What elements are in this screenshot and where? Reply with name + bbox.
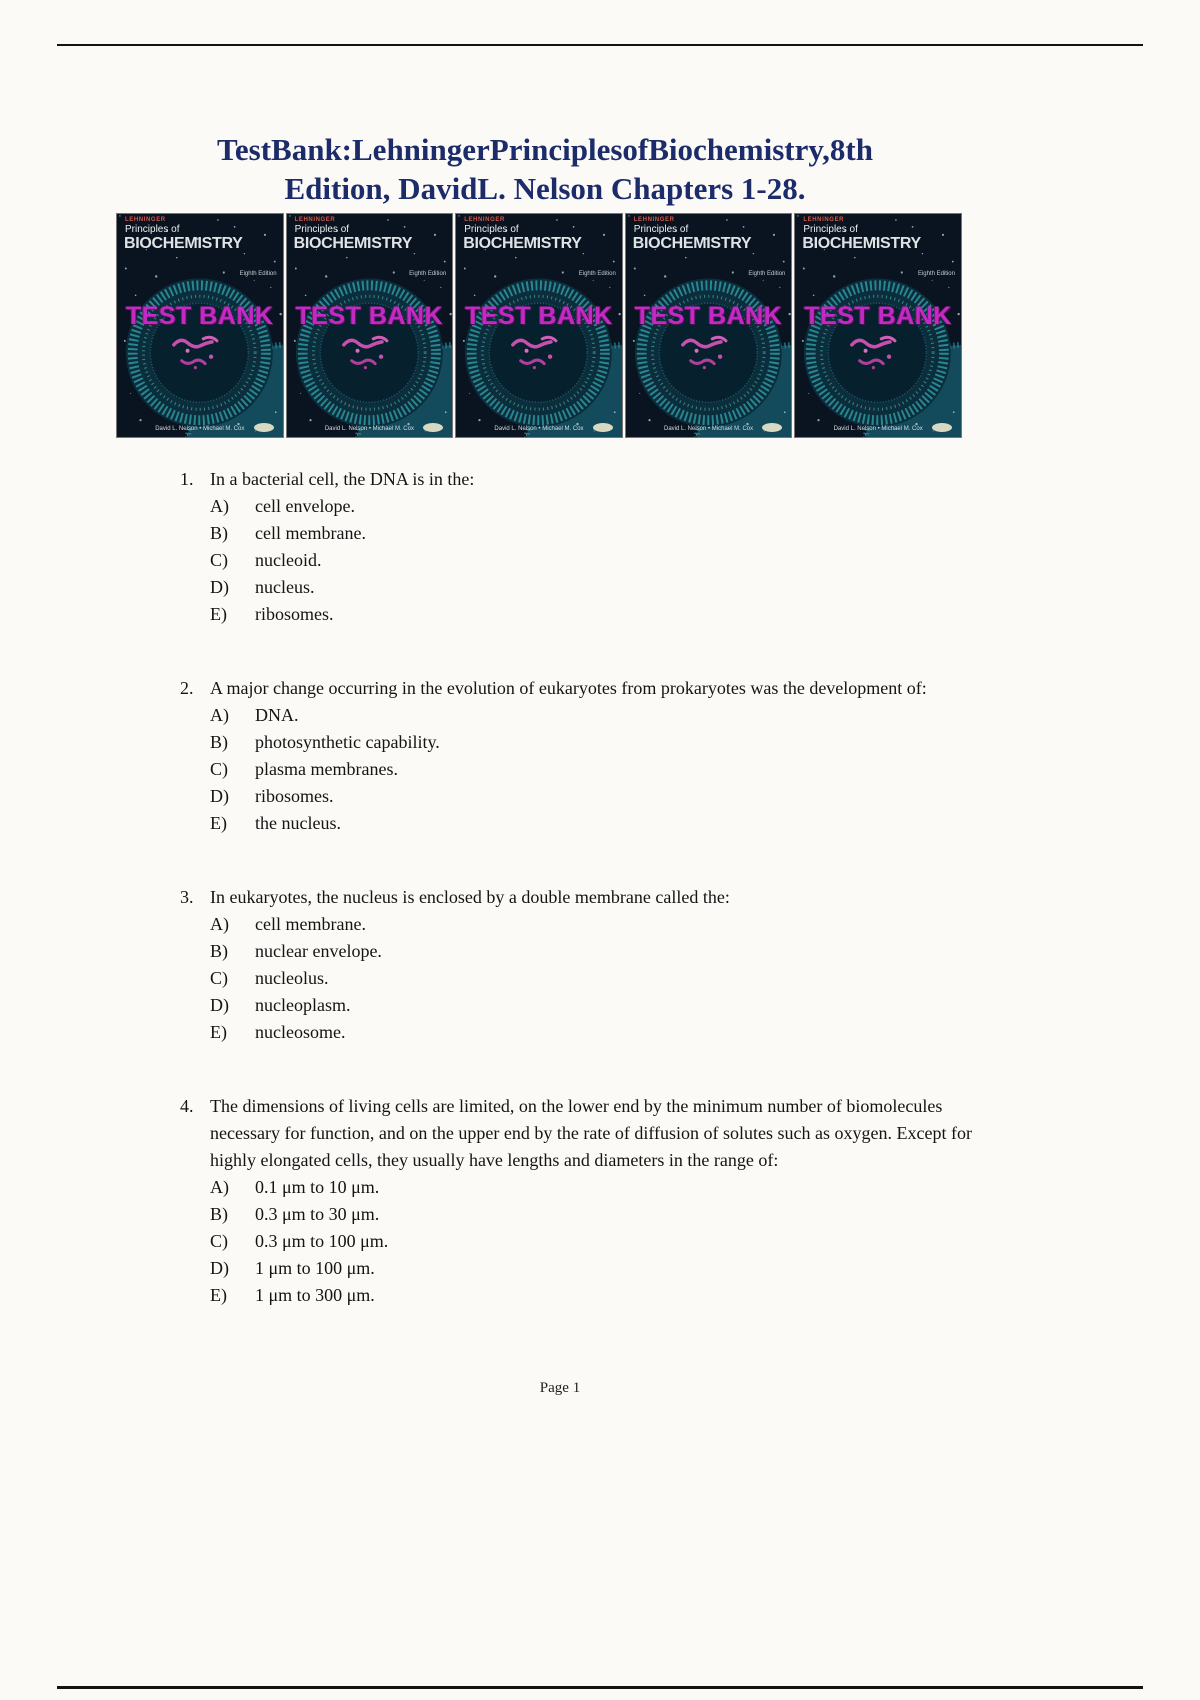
option-letter: A) xyxy=(210,1177,229,1197)
question-number: 1. xyxy=(180,469,194,489)
question-text: The dimensions of living cells are limited, on the lower end by the minimum number of biomolecules necessary for function, and on the upper end by the rate of diffusion of solutes such as oxygen. Except for highly elongated cells, they usually have lengths and diameters in the range of: xyxy=(210,1096,972,1170)
book-cover xyxy=(794,213,962,438)
option-letter: A) xyxy=(210,496,229,516)
cover-book-title: BIOCHEMISTRY xyxy=(632,235,752,252)
book-covers-row xyxy=(116,213,962,438)
option-text: 0.3 μm to 100 μm. xyxy=(255,1231,389,1251)
question-number: 4. xyxy=(180,1096,194,1116)
cover-edition-label: Eighth Edition xyxy=(578,271,616,277)
question xyxy=(180,675,1015,837)
cover-series-label: Principles of xyxy=(803,224,858,235)
answer-option xyxy=(210,965,990,992)
publisher-logo-icon xyxy=(932,423,952,432)
option-letter: C) xyxy=(210,968,228,988)
book-cover xyxy=(625,213,793,438)
answer-option xyxy=(210,1255,990,1282)
test-bank-watermark: TEST BANK xyxy=(465,302,613,330)
answer-option xyxy=(210,574,990,601)
cover-authors: David L. Nelson • Michael M. Cox xyxy=(324,426,414,432)
option-text: 1 μm to 300 μm. xyxy=(255,1285,375,1305)
answer-option xyxy=(210,493,990,520)
cover-book-title: BIOCHEMISTRY xyxy=(802,235,921,252)
answer-option xyxy=(210,1201,990,1228)
answer-option xyxy=(210,1282,990,1309)
question-body xyxy=(210,884,990,1046)
option-text: nucleoid. xyxy=(255,550,322,570)
option-letter: D) xyxy=(210,1258,229,1278)
page-title xyxy=(0,130,1090,208)
answer-option xyxy=(210,938,990,965)
cover-imprint: LEHNINGER xyxy=(633,217,675,223)
option-text: nucleoplasm. xyxy=(255,995,351,1015)
option-text: 0.1 μm to 10 μm. xyxy=(255,1177,380,1197)
option-letter: D) xyxy=(210,995,229,1015)
question xyxy=(180,1093,1015,1309)
cover-imprint: LEHNINGER xyxy=(464,217,505,223)
option-letter: E) xyxy=(210,1285,227,1305)
option-text: ribosomes. xyxy=(255,786,334,806)
option-text: nucleolus. xyxy=(255,968,329,988)
answer-option xyxy=(210,810,990,837)
cover-authors: David L. Nelson • Michael M. Cox xyxy=(833,426,923,432)
option-text: nucleus. xyxy=(255,577,315,597)
option-letter: D) xyxy=(210,577,229,597)
option-text: nuclear envelope. xyxy=(255,941,382,961)
cover-book-title: BIOCHEMISTRY xyxy=(293,235,413,252)
answer-option xyxy=(210,756,990,783)
answer-option xyxy=(210,601,990,628)
option-letter: E) xyxy=(210,1022,227,1042)
page-title-line2: Edition, DavidL. Nelson Chapters 1-28. xyxy=(284,171,806,206)
publisher-logo-icon xyxy=(593,423,613,432)
answer-option xyxy=(210,783,990,810)
page-title-line1: TestBank:LehningerPrinciplesofBiochemistry,8th xyxy=(217,132,873,167)
answer-option xyxy=(210,992,990,1019)
question-text: In a bacterial cell, the DNA is in the: xyxy=(210,469,475,489)
option-letter: B) xyxy=(210,941,228,961)
publisher-logo-icon xyxy=(254,423,274,432)
cover-series-label: Principles of xyxy=(633,224,689,235)
cover-authors: David L. Nelson • Michael M. Cox xyxy=(155,426,245,432)
option-text: ribosomes. xyxy=(255,604,334,624)
option-text: nucleosome. xyxy=(255,1022,346,1042)
option-letter: C) xyxy=(210,1231,228,1251)
question-text: A major change occurring in the evolution of eukaryotes from prokaryotes was the development of: xyxy=(210,678,927,698)
question-body xyxy=(210,1093,990,1309)
answer-option xyxy=(210,702,990,729)
cover-imprint: LEHNINGER xyxy=(294,217,336,223)
option-letter: E) xyxy=(210,813,227,833)
option-letter: B) xyxy=(210,1204,228,1224)
answer-option xyxy=(210,911,990,938)
test-bank-watermark: TEST BANK xyxy=(126,302,274,330)
book-cover xyxy=(116,213,284,438)
option-text: cell membrane. xyxy=(255,523,366,543)
option-text: photosynthetic capability. xyxy=(255,732,440,752)
cover-series-label: Principles of xyxy=(464,224,519,235)
answer-option xyxy=(210,1228,990,1255)
cover-series-label: Principles of xyxy=(294,224,350,235)
page-number-footer: Page 1 xyxy=(539,1380,581,1396)
cover-book-title: BIOCHEMISTRY xyxy=(463,235,582,252)
question xyxy=(180,466,1015,628)
option-letter: A) xyxy=(210,914,229,934)
option-text: DNA. xyxy=(255,705,299,725)
option-letter: B) xyxy=(210,523,228,543)
cover-series-label: Principles of xyxy=(125,224,180,235)
test-bank-watermark: TEST BANK xyxy=(634,302,783,330)
test-bank-watermark: TEST BANK xyxy=(804,302,952,330)
questions-list xyxy=(180,466,1015,1356)
question-body xyxy=(210,466,990,628)
question-text: In eukaryotes, the nucleus is enclosed by a double membrane called the: xyxy=(210,887,730,907)
option-letter: D) xyxy=(210,786,229,806)
question-body xyxy=(210,675,990,837)
cover-imprint: LEHNINGER xyxy=(125,217,166,223)
answer-option xyxy=(210,1019,990,1046)
option-text: plasma membranes. xyxy=(255,759,398,779)
top-rule xyxy=(57,44,1143,46)
test-bank-watermark: TEST BANK xyxy=(295,302,444,330)
option-text: 0.3 μm to 30 μm. xyxy=(255,1204,380,1224)
option-text: the nucleus. xyxy=(255,813,341,833)
book-cover xyxy=(286,213,454,438)
option-text: cell membrane. xyxy=(255,914,366,934)
cover-edition-label: Eighth Edition xyxy=(239,271,277,277)
cover-edition-label: Eighth Edition xyxy=(917,271,955,277)
cover-authors: David L. Nelson • Michael M. Cox xyxy=(494,426,584,432)
cover-authors: David L. Nelson • Michael M. Cox xyxy=(664,426,754,432)
question-number: 2. xyxy=(180,678,194,698)
cover-imprint: LEHNINGER xyxy=(803,217,845,223)
answer-option xyxy=(210,1174,990,1201)
cover-edition-label: Eighth Edition xyxy=(748,271,786,277)
question xyxy=(180,884,1015,1046)
question-number: 3. xyxy=(180,887,194,907)
book-cover xyxy=(455,213,623,438)
answer-option xyxy=(210,520,990,547)
option-letter: C) xyxy=(210,759,228,779)
option-letter: C) xyxy=(210,550,228,570)
option-letter: B) xyxy=(210,732,228,752)
cover-edition-label: Eighth Edition xyxy=(409,271,447,277)
answer-option xyxy=(210,729,990,756)
option-letter: A) xyxy=(210,705,229,725)
answer-option xyxy=(210,547,990,574)
option-text: cell envelope. xyxy=(255,496,355,516)
option-text: 1 μm to 100 μm. xyxy=(255,1258,375,1278)
cover-book-title: BIOCHEMISTRY xyxy=(124,235,243,252)
option-letter: E) xyxy=(210,604,227,624)
bottom-rule xyxy=(57,1686,1143,1689)
